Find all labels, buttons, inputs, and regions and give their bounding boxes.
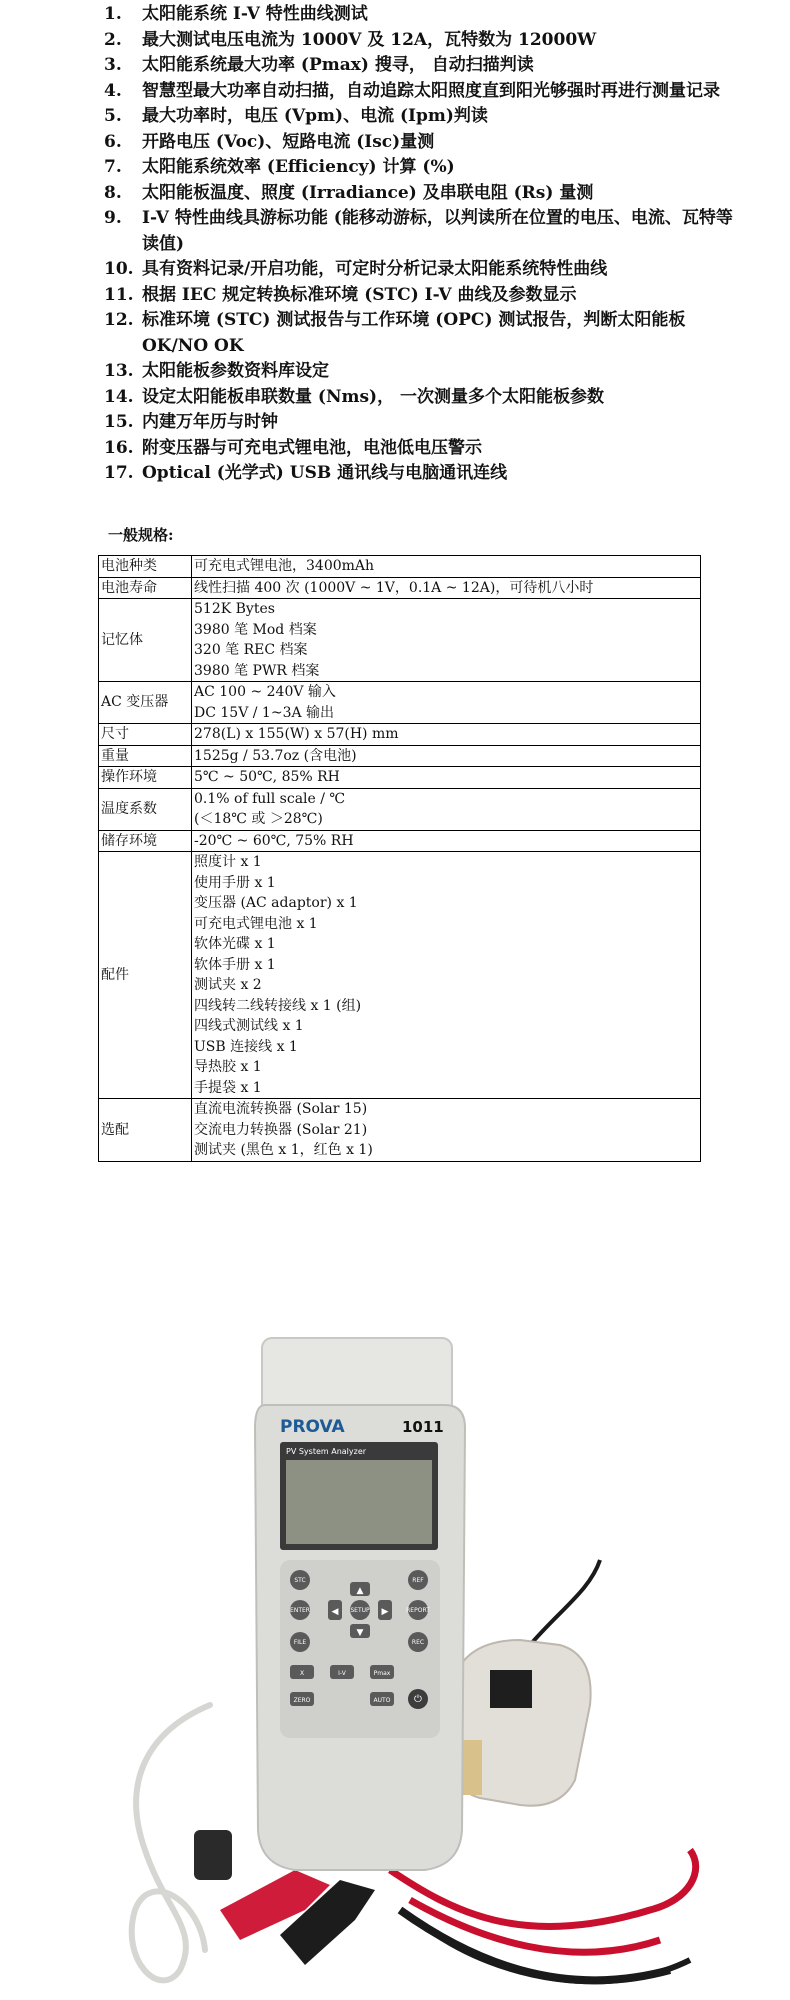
- spec-value: 照度计 x 1 使用手册 x 1 变压器 (AC adaptor) x 1 可充电式锂电池 x 1 软体光碟 x 1 软体手册 x 1 测试夹 x 2 四线转二线转接线 x 1 (组) 四线式测试线 x 1 USB 连接线 x 1 导热胶 x 1 手提袋 x 1: [192, 852, 701, 1099]
- lcd-screen: [286, 1460, 432, 1544]
- feature-item: 10. 具有资料记录/开启功能，可定时分析记录太阳能系统特性曲线: [104, 259, 608, 279]
- spec-key: AC 变压器: [99, 682, 192, 724]
- spec-key: 记忆体: [99, 599, 192, 682]
- spec-key: 尺寸: [99, 724, 192, 746]
- table-row: [99, 599, 701, 682]
- spec-table: [98, 555, 701, 1162]
- power-icon: ⏻: [414, 1694, 422, 1705]
- spec-value: 512K Bytes 3980 笔 Mod 档案 320 笔 REC 档案 3980 笔 PWR 档案: [192, 599, 701, 682]
- table-row: [99, 830, 701, 852]
- table-row: [99, 577, 701, 599]
- feature-item: 2. 最大测试电压电流为 1000V 及 12A，瓦特数为 12000W: [104, 29, 597, 50]
- table-row: [99, 682, 701, 724]
- spec-value: 0.1% of full scale / ℃ (＜18℃ 或 ＞28℃): [192, 788, 701, 830]
- feature-item: 13. 太阳能板参数资料库设定: [104, 361, 329, 381]
- key-label: AUTO: [373, 1697, 391, 1704]
- svg-text:◀: ◀: [331, 1607, 339, 1617]
- spec-value: -20℃ ~ 60℃, 75% RH: [192, 830, 701, 852]
- spec-key: 储存环境: [99, 830, 192, 852]
- feature-item: 6. 开路电压 (Voc)、短路电流 (Isc)量测: [104, 131, 435, 152]
- key-label: STC: [294, 1577, 306, 1584]
- spec-key: 电池种类: [99, 556, 192, 578]
- spec-key: 温度系数: [99, 788, 192, 830]
- feature-item: 4. 智慧型最大功率自动扫描，自动追踪太阳照度直到阳光够强时再进行测量记录: [104, 80, 720, 101]
- key-label: FILE: [293, 1639, 307, 1646]
- svg-text:▶: ▶: [381, 1607, 389, 1617]
- table-row: [99, 556, 701, 578]
- feature-item: 9. I-V 特性曲线具游标功能 (能移动游标，以判读所在位置的电压、电流、瓦特等读值): [104, 208, 733, 254]
- spec-key: 重量: [99, 745, 192, 767]
- key-label: X: [299, 1670, 305, 1677]
- spec-value: 直流电流转换器 (Solar 15) 交流电力转换器 (Solar 21) 测试夹 (黑色 x 1，红色 x 1): [192, 1099, 701, 1162]
- key-label: SETUP: [350, 1607, 370, 1614]
- feature-item: 16. 附变压器与可充电式锂电池，电池低电压警示: [104, 437, 482, 458]
- key-label: REC: [411, 1639, 425, 1646]
- spec-value: 1525g / 53.7oz (含电池): [192, 745, 701, 767]
- table-row: [99, 788, 701, 830]
- feature-item: 7. 太阳能系统效率 (Efficiency) 计算 (%): [104, 157, 455, 177]
- spec-key: 电池寿命: [99, 577, 192, 599]
- svg-text:▲: ▲: [356, 1586, 364, 1596]
- feature-list: [104, 2, 744, 487]
- key-label: REPORT: [406, 1607, 430, 1614]
- key-label: REF: [412, 1577, 424, 1584]
- table-row: [99, 724, 701, 746]
- spec-value: 5℃ ~ 50℃, 85% RH: [192, 767, 701, 789]
- spec-key: 配件: [99, 852, 192, 1099]
- table-row: [99, 767, 701, 789]
- spec-value: 可充电式锂电池，3400mAh: [192, 556, 701, 578]
- key-label: I-V: [338, 1670, 346, 1677]
- feature-item: 5. 最大功率时，电压 (Vpm)、电流 (Ipm)判读: [104, 106, 488, 126]
- feature-item: 3. 太阳能系统最大功率 (Pmax) 搜寻， 自动扫描判读: [104, 55, 534, 75]
- key-label: ZERO: [293, 1697, 311, 1704]
- feature-item: 14. 设定太阳能板串联数量 (Nms)， 一次测量多个太阳能板参数: [104, 386, 605, 407]
- spec-heading: 一般规格:: [108, 526, 174, 544]
- brand-logo: PROVA: [280, 1417, 345, 1437]
- key-label: ENTER: [290, 1607, 310, 1614]
- table-row: [99, 1099, 701, 1162]
- svg-text:▼: ▼: [356, 1628, 364, 1638]
- table-row: [99, 745, 701, 767]
- spec-value: 278(L) x 155(W) x 57(H) mm: [192, 724, 701, 746]
- feature-item: 1. 太阳能系统 I-V 特性曲线测试: [104, 4, 368, 24]
- spec-value: AC 100 ~ 240V 输入 DC 15V / 1~3A 输出: [192, 682, 701, 724]
- key-label: Pmax: [373, 1670, 391, 1677]
- spec-key: 操作环境: [99, 767, 192, 789]
- feature-item: 12. 标准环境 (STC) 测试报告与工作环境 (OPC) 测试报告，判断太阳能板 OK/NO OK: [104, 310, 686, 356]
- light-sensor-probe: [194, 1830, 232, 1880]
- feature-item: 11. 根据 IEC 规定转换标准环境 (STC) I-V 曲线及参数显示: [104, 284, 577, 305]
- feature-item: 15. 内建万年历与时钟: [104, 412, 278, 432]
- spec-value: 线性扫描 400 次 (1000V ~ 1V，0.1A ~ 12A)，可待机八小时: [192, 577, 701, 599]
- spec-key: 选配: [99, 1099, 192, 1162]
- model-number: 1011: [402, 1418, 444, 1436]
- feature-item: 8. 太阳能板温度、照度 (Irradiance) 及串联电阻 (Rs) 量测: [104, 182, 594, 203]
- table-row: [99, 852, 701, 1099]
- screen-title: PV System Analyzer: [286, 1447, 367, 1456]
- product-photo: [90, 1310, 710, 2000]
- feature-item: 17. Optical (光学式) USB 通讯线与电脑通讯连线: [104, 463, 508, 483]
